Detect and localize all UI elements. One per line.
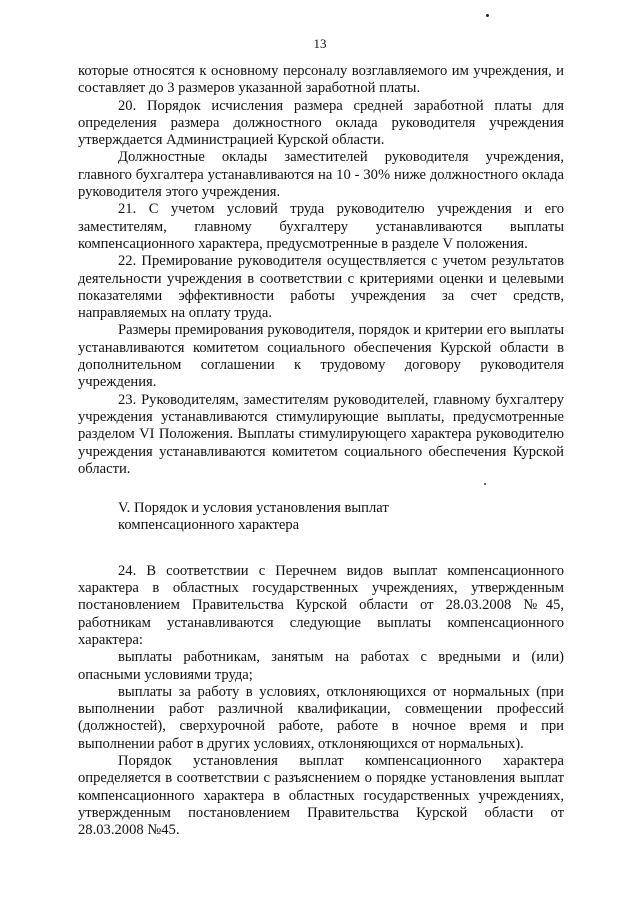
paragraph-deputy-salaries: Должностные оклады заместителей руководителя учреждения, главного бухгалтера устанавливаются на 10 - 30% ниже должностного оклада руководителя этого учреждения.	[78, 149, 564, 201]
paragraph-20: 20. Порядок исчисления размера средней заработной платы для определения размера должностного оклада руководителя учреждения утверждается Администрацией Курской области.	[78, 97, 564, 149]
paragraph-bonus-amounts: Размеры премирования руководителя, порядок и критерии его выплаты устанавливаются комитетом социального обеспечения Курской области в дополнительном соглашении к трудовому договору руководителя учреждения.	[78, 322, 564, 391]
scan-speck	[484, 483, 486, 485]
paragraph-continuation: которые относятся к основному персоналу возглавляемого им учреждения, и составляет до 3 размеров указанной заработной платы.	[78, 63, 564, 97]
paragraph-21: 21. С учетом условий труда руководителю учреждения и его заместителям, главному бухгалтеру устанавливаются выплаты компенсационного характера, предусмотренные в разделе V положения.	[78, 201, 564, 252]
section-heading-line-1: V. Порядок и условия установления выплат	[118, 500, 389, 517]
paragraph-24: 24. В соответствии с Перечнем видов выплат компенсационного характера в областных государственных учреждениях, утвержденным постановлением Правительства Курской области от 28.03.2008 №45, работникам устанавливаются следующие выплаты компенсационного характера:	[78, 562, 564, 648]
spacer	[78, 478, 564, 500]
paragraph-procedure: Порядок установления выплат компенсационного характера определяется в соответствии с разъяснением о порядке установления выплат компенсационного характера в областных государственных учреждениях, утвержденным постановлением Правительства Курской области от 28.03.2008 №45.	[78, 752, 564, 839]
paragraph-harmful-conditions: выплаты работникам, занятым на работах с вредными и (или) опасными условиями труда;	[78, 649, 564, 683]
paragraph-abnormal-conditions: выплаты за работу в условиях, отклоняющихся от нормальных (при выполнении работ различной квалификации, совмещении профессий (должностей), сверхурочной работе, работе в ночное время и при выполнении работ в других условиях, отклоняющихся от нормальных).	[78, 683, 564, 752]
paragraph-23: 23. Руководителям, заместителям руководителей, главному бухгалтеру учреждения устанавливаются стимулирующие выплаты, предусмотренные разделом VI Положения. Выплаты стимулирующего характера руководителю учреждения устанавливаются комитетом социального обеспечения Курской области.	[78, 391, 564, 477]
document-body	[78, 63, 564, 839]
spacer	[78, 535, 564, 563]
section-heading-line-2: компенсационного характера	[118, 517, 300, 534]
scan-speck	[486, 14, 489, 17]
page-number: 13	[313, 36, 327, 51]
paragraph-22: 22. Премирование руководителя осуществляется с учетом результатов деятельности учреждения в соответствии с критериями оценки и целевыми показателями эффективности работы учреждения за счет средств, направляемых на оплату труда.	[78, 253, 564, 322]
